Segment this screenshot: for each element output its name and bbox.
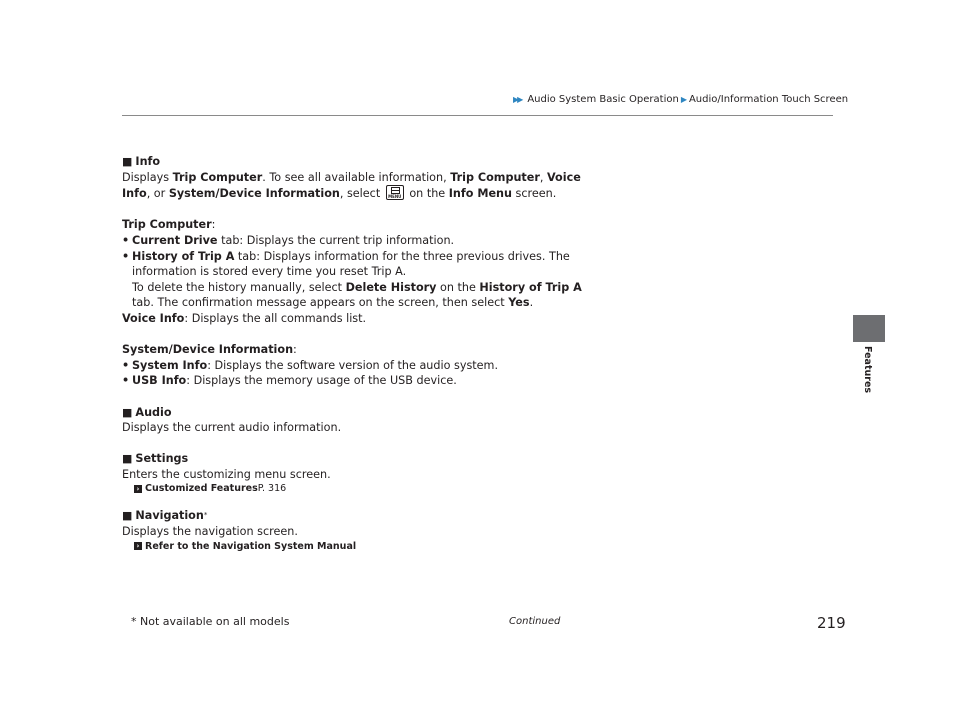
page-number: 219 [817,614,846,632]
square-bullet-icon: ■ [122,405,133,419]
breadcrumb [513,94,848,105]
settings-heading: ■ Settings [122,452,189,466]
bullet-dot-icon: • [122,233,130,247]
xref-page: P. 316 [257,483,287,495]
navigation-cross-reference[interactable] [122,540,562,553]
bullet-dot-icon: • [122,249,130,263]
list-item-current-drive: • Current Drive tab: Displays the current trip information. [122,233,455,247]
info-line-2: Info, or System/Device Information, select MENU on the Info Menu screen. [122,187,557,201]
navigation-heading: ■ Navigation * [122,509,208,523]
settings-text: Enters the customizing menu screen. [122,467,331,481]
info-line-1: Displays Trip Computer. To see all available information, Trip Computer, Voice [122,170,581,184]
history-line-2: information is stored every time you reset Trip A. [132,265,407,279]
trip-computer-label: Trip Computer: [122,218,216,232]
reference-arrow-icon: › [134,542,142,550]
history-line-3: To delete the history manually, select Delete History on the History of Trip A [132,280,582,294]
square-bullet-icon: ■ [122,155,133,168]
settings-cross-reference[interactable] [122,482,562,495]
double-arrow-icon: ▶▶ [513,95,522,104]
square-bullet-icon: ■ [122,452,133,466]
list-item-usb-info: • USB Info: Displays the memory usage of the USB device. [122,374,457,388]
list-item-history-trip-a: • History of Trip A tab: Displays information for the three previous drives. The [122,249,570,263]
square-bullet-icon: ■ [122,509,133,523]
xref-link-navigation-manual[interactable]: Refer to the Navigation System Manual [145,540,357,552]
reference-arrow-icon: › [134,485,142,493]
arrow-icon: ▶ [680,95,687,104]
voice-info-line: Voice Info: Displays the all commands list. [122,311,367,325]
list-item-system-info: • System Info: Displays the software version of the audio system. [122,358,498,372]
bullet-dot-icon: • [122,358,130,372]
history-line-4: tab. The confirmation message appears on the screen, then select Yes. [132,296,534,310]
section-tab-label: Features [862,346,873,394]
breadcrumb-item-touch-screen[interactable]: Audio/Information Touch Screen [688,94,849,105]
footnote-marker: * [203,511,208,520]
main-content [122,154,582,553]
audio-text: Displays the current audio information. [122,421,342,435]
continued-label: Continued [509,616,561,627]
header-divider [122,115,833,116]
breadcrumb-item-audio-system[interactable]: Audio System Basic Operation [527,94,679,105]
xref-link-customized-features[interactable]: Customized Features [145,483,258,495]
bullet-dot-icon: • [122,374,130,388]
info-heading: ■ Info [122,155,161,168]
section-tab-marker [853,315,885,342]
system-device-label: System/Device Information: [122,343,297,357]
menu-icon: MENU [386,185,404,200]
navigation-text: Displays the navigation screen. [122,525,298,539]
audio-heading: ■ Audio [122,405,172,419]
footnote: * Not available on all models [131,615,290,628]
